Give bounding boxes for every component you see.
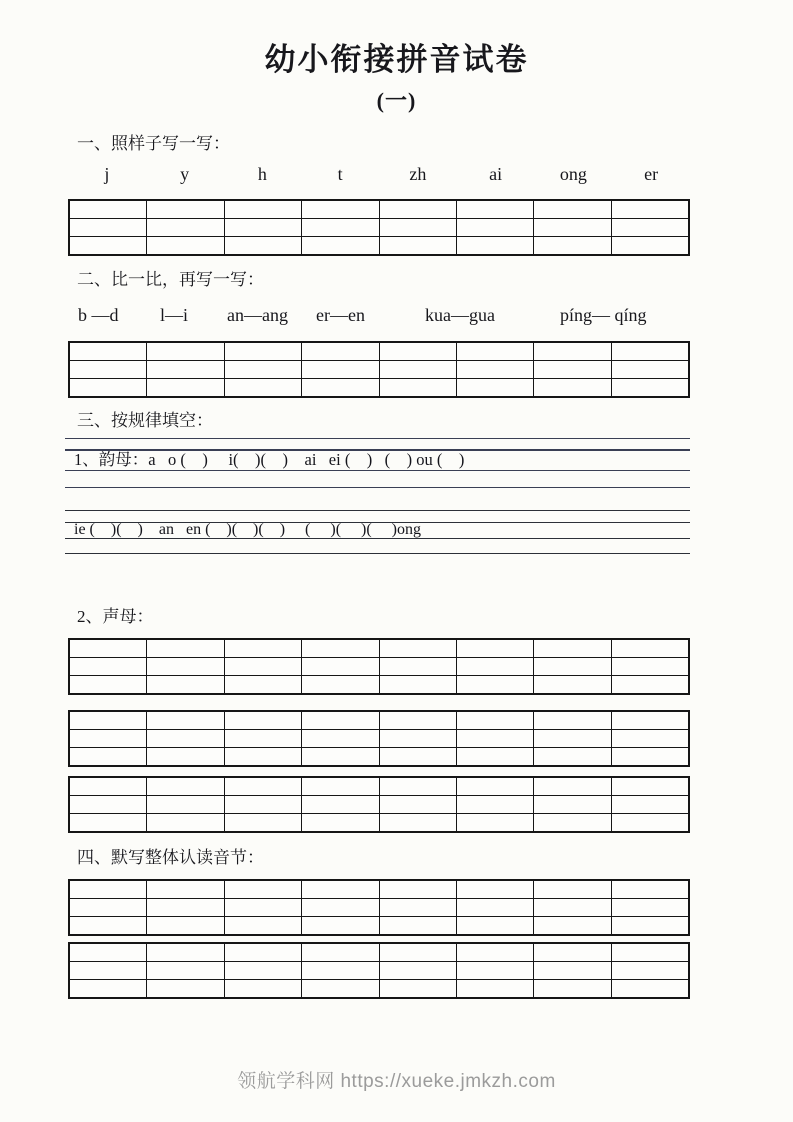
writing-guide-line (65, 510, 690, 511)
table-row (70, 916, 688, 934)
answer-cell (301, 917, 378, 934)
answer-cell (224, 640, 301, 657)
answer-cell (533, 676, 610, 693)
answer-cell (224, 814, 301, 831)
writing-guide-line (65, 553, 690, 554)
answer-cell (456, 343, 533, 360)
example-letter-6: ong (559, 164, 587, 184)
answer-cell (70, 980, 146, 997)
table-row (70, 795, 688, 813)
answer-cell (146, 361, 223, 378)
answer-cell (456, 379, 533, 396)
answer-cell (146, 881, 223, 898)
example-letter-0: j (104, 164, 110, 184)
answer-cell (146, 917, 223, 934)
answer-cell (301, 219, 378, 236)
answer-cell (379, 881, 456, 898)
answer-cell (379, 658, 456, 675)
answer-table-initials-1 (68, 638, 690, 695)
answer-cell (456, 237, 533, 254)
example-letter-5: ai (489, 164, 503, 184)
answer-cell (379, 379, 456, 396)
writing-guide-line (65, 487, 690, 488)
answer-cell (224, 881, 301, 898)
answer-cell (533, 343, 610, 360)
answer-cell (70, 219, 146, 236)
table-row (70, 378, 688, 396)
answer-cell (301, 748, 378, 765)
table-row (70, 218, 688, 236)
table-row (70, 729, 688, 747)
answer-cell (224, 748, 301, 765)
answer-cell (611, 814, 688, 831)
table-row (70, 675, 688, 693)
table-row (70, 747, 688, 765)
answer-cell (70, 676, 146, 693)
answer-cell (301, 201, 378, 218)
answer-cell (224, 712, 301, 729)
answer-cell (456, 640, 533, 657)
answer-table-section2 (68, 341, 690, 398)
section4-heading: 四、默写整体认读音节： (77, 848, 264, 867)
answer-cell (379, 730, 456, 747)
answer-cell (224, 796, 301, 813)
section1-heading: 一、照样子写一写： (77, 134, 230, 153)
answer-cell (224, 379, 301, 396)
answer-cell (224, 361, 301, 378)
answer-cell (224, 658, 301, 675)
answer-cell (533, 796, 610, 813)
answer-cell (146, 899, 223, 916)
answer-cell (224, 237, 301, 254)
initials-subheading: 2、声母： (77, 607, 154, 626)
answer-cell (146, 201, 223, 218)
answer-table-syllables-1 (68, 879, 690, 936)
answer-cell (533, 640, 610, 657)
table-row (70, 898, 688, 916)
answer-cell (224, 980, 301, 997)
answer-cell (224, 917, 301, 934)
answer-cell (533, 379, 610, 396)
vowel-fill-blanks-line2: ie ( )( ) an en ( )( )( ) ( )( )( )ong (74, 521, 421, 538)
answer-cell (70, 379, 146, 396)
answer-cell (146, 379, 223, 396)
answer-cell (146, 658, 223, 675)
answer-cell (379, 343, 456, 360)
table-row (70, 712, 688, 729)
answer-cell (301, 343, 378, 360)
answer-cell (611, 899, 688, 916)
example-letters-row (68, 164, 690, 185)
answer-cell (70, 778, 146, 795)
answer-cell (533, 748, 610, 765)
answer-cell (70, 712, 146, 729)
answer-cell (456, 658, 533, 675)
compare-pairs-row (0, 305, 793, 331)
answer-cell (379, 219, 456, 236)
answer-cell (146, 730, 223, 747)
answer-table-syllables-2 (68, 942, 690, 999)
answer-cell (533, 881, 610, 898)
answer-cell (379, 917, 456, 934)
answer-cell (611, 778, 688, 795)
writing-guide-line (65, 470, 690, 471)
table-row (70, 343, 688, 360)
answer-cell (379, 712, 456, 729)
answer-cell (301, 361, 378, 378)
answer-cell (456, 730, 533, 747)
answer-cell (379, 980, 456, 997)
answer-cell (533, 899, 610, 916)
answer-cell (456, 962, 533, 979)
compare-pair-3: er—en (316, 305, 365, 325)
answer-cell (456, 980, 533, 997)
answer-cell (533, 778, 610, 795)
answer-cell (224, 899, 301, 916)
answer-cell (70, 899, 146, 916)
answer-cell (379, 748, 456, 765)
answer-cell (379, 796, 456, 813)
table-row (70, 201, 688, 218)
answer-cell (533, 962, 610, 979)
answer-cell (146, 219, 223, 236)
table-row (70, 979, 688, 997)
answer-cell (301, 962, 378, 979)
compare-pair-5: píng— qíng (560, 305, 647, 325)
answer-cell (379, 640, 456, 657)
answer-cell (611, 379, 688, 396)
answer-cell (379, 361, 456, 378)
example-letter-2: h (257, 164, 267, 184)
answer-cell (224, 343, 301, 360)
answer-cell (224, 219, 301, 236)
answer-cell (224, 676, 301, 693)
compare-pair-4: kua—gua (425, 305, 495, 325)
answer-cell (456, 676, 533, 693)
answer-cell (456, 712, 533, 729)
answer-cell (611, 237, 688, 254)
answer-cell (146, 814, 223, 831)
answer-cell (301, 814, 378, 831)
answer-cell (611, 730, 688, 747)
answer-cell (146, 796, 223, 813)
answer-cell (611, 917, 688, 934)
page-subtitle: (一) (376, 88, 417, 113)
answer-cell (146, 748, 223, 765)
section3-heading: 三、按规律填空： (77, 411, 213, 430)
answer-cell (146, 944, 223, 961)
answer-cell (146, 980, 223, 997)
answer-cell (70, 881, 146, 898)
compare-pair-0: b —d (78, 305, 119, 325)
answer-cell (533, 237, 610, 254)
answer-cell (301, 237, 378, 254)
answer-cell (301, 980, 378, 997)
answer-cell (146, 712, 223, 729)
answer-cell (456, 881, 533, 898)
answer-cell (533, 917, 610, 934)
answer-cell (301, 658, 378, 675)
answer-cell (611, 658, 688, 675)
answer-cell (301, 379, 378, 396)
example-letter-4: zh (409, 164, 427, 184)
answer-cell (70, 796, 146, 813)
answer-cell (533, 201, 610, 218)
example-letter-1: y (180, 164, 190, 184)
answer-cell (301, 730, 378, 747)
answer-cell (301, 944, 378, 961)
answer-cell (611, 219, 688, 236)
answer-cell (70, 201, 146, 218)
answer-cell (379, 814, 456, 831)
answer-cell (456, 917, 533, 934)
answer-cell (224, 201, 301, 218)
answer-cell (379, 899, 456, 916)
vowel-fill-blanks-line1: 1、韵母：a o ( ) i( )( ) ai ei ( ) ( ) ou ( ) (74, 450, 465, 469)
section2-heading: 二、比一比，再写一写： (77, 270, 264, 289)
table-row (70, 881, 688, 898)
answer-cell (456, 944, 533, 961)
answer-cell (146, 676, 223, 693)
table-row (70, 961, 688, 979)
answer-cell (611, 343, 688, 360)
answer-cell (70, 361, 146, 378)
answer-cell (456, 778, 533, 795)
answer-cell (533, 814, 610, 831)
answer-cell (611, 881, 688, 898)
answer-cell (611, 712, 688, 729)
example-letter-7: er (644, 164, 659, 184)
answer-cell (70, 814, 146, 831)
answer-cell (456, 361, 533, 378)
answer-cell (146, 962, 223, 979)
answer-cell (301, 881, 378, 898)
answer-cell (301, 640, 378, 657)
answer-cell (301, 676, 378, 693)
answer-cell (611, 980, 688, 997)
answer-cell (611, 676, 688, 693)
answer-table-initials-3 (68, 776, 690, 833)
answer-cell (611, 640, 688, 657)
answer-cell (379, 962, 456, 979)
answer-cell (70, 658, 146, 675)
answer-cell (379, 201, 456, 218)
answer-cell (533, 980, 610, 997)
answer-cell (146, 778, 223, 795)
answer-cell (301, 796, 378, 813)
answer-cell (611, 361, 688, 378)
compare-pair-1: l—i (160, 305, 189, 325)
answer-table-initials-2 (68, 710, 690, 767)
answer-cell (224, 962, 301, 979)
compare-pair-2: an—ang (227, 305, 288, 325)
table-row (70, 640, 688, 657)
answer-cell (146, 640, 223, 657)
answer-cell (301, 778, 378, 795)
answer-cell (379, 778, 456, 795)
writing-guide-line (65, 438, 690, 439)
table-row (70, 813, 688, 831)
answer-cell (146, 237, 223, 254)
answer-cell (611, 201, 688, 218)
answer-cell (301, 712, 378, 729)
answer-cell (533, 361, 610, 378)
answer-table-section1 (68, 199, 690, 256)
answer-cell (456, 899, 533, 916)
answer-cell (456, 201, 533, 218)
table-row (70, 657, 688, 675)
answer-cell (533, 219, 610, 236)
answer-cell (611, 944, 688, 961)
answer-cell (70, 640, 146, 657)
answer-cell (70, 917, 146, 934)
table-row (70, 236, 688, 254)
answer-cell (379, 676, 456, 693)
answer-cell (533, 712, 610, 729)
table-row (70, 944, 688, 961)
answer-cell (611, 962, 688, 979)
answer-cell (379, 237, 456, 254)
answer-cell (70, 343, 146, 360)
answer-cell (456, 796, 533, 813)
answer-cell (224, 778, 301, 795)
answer-cell (70, 748, 146, 765)
table-row (70, 778, 688, 795)
answer-cell (301, 899, 378, 916)
answer-cell (70, 730, 146, 747)
answer-cell (533, 730, 610, 747)
answer-cell (533, 658, 610, 675)
answer-cell (70, 237, 146, 254)
example-letter-3: t (337, 164, 343, 184)
answer-cell (224, 944, 301, 961)
answer-cell (70, 962, 146, 979)
answer-cell (146, 343, 223, 360)
answer-cell (611, 796, 688, 813)
answer-cell (379, 944, 456, 961)
page-title: 幼小衔接拼音试卷 (264, 42, 529, 77)
answer-cell (70, 944, 146, 961)
answer-cell (456, 219, 533, 236)
table-row (70, 360, 688, 378)
answer-cell (533, 944, 610, 961)
watermark-footer: 领航学科网 https://xueke.jmkzh.com (237, 1071, 556, 1092)
answer-cell (224, 730, 301, 747)
answer-cell (456, 748, 533, 765)
answer-cell (456, 814, 533, 831)
answer-cell (611, 748, 688, 765)
